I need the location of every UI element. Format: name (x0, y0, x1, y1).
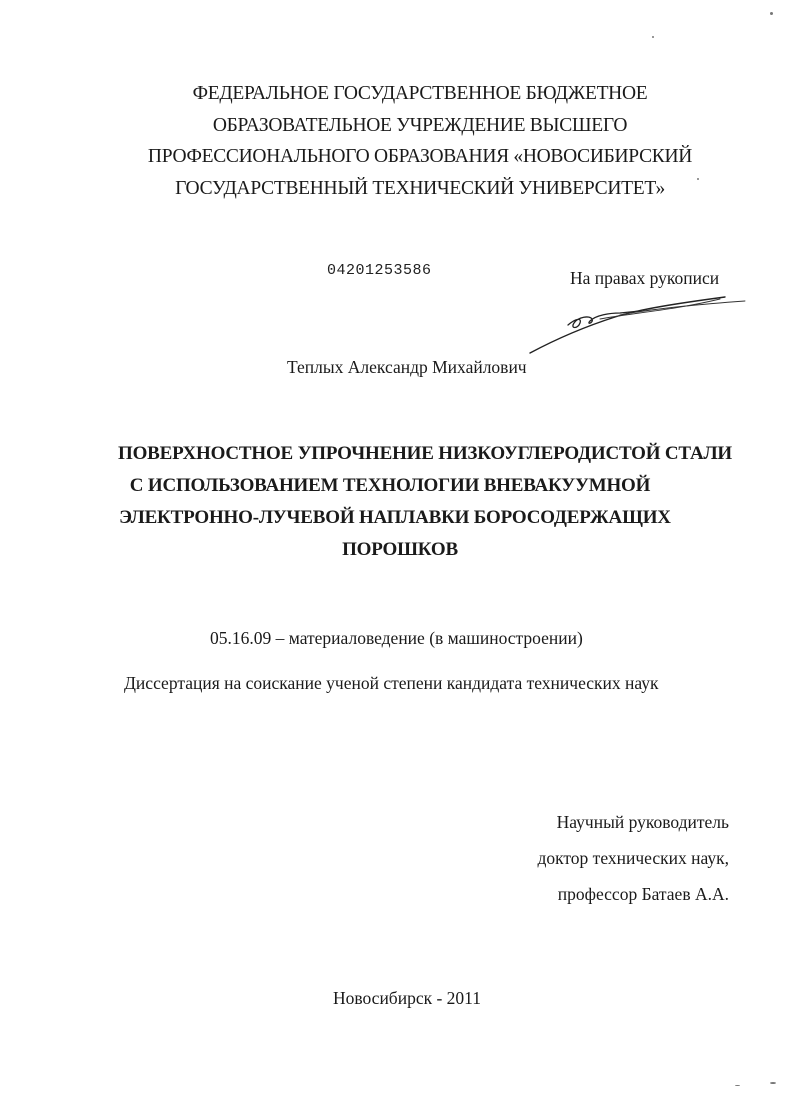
supervisor-degree: доктор технических наук, (537, 848, 729, 868)
scan-speck (697, 178, 699, 180)
supervisor-block (537, 804, 729, 912)
degree-statement: Диссертация на соискание ученой степени кандидата технических наук (124, 673, 659, 693)
organization-header (60, 78, 780, 204)
title-line: ПОРОШКОВ (342, 539, 458, 560)
manuscript-rights: На правах рукописи (570, 268, 720, 288)
organization-line: ПРОФЕССИОНАЛЬНОГО ОБРАЗОВАНИЯ «НОВОСИБИРСКИЙ (147, 146, 693, 167)
author-name: Теплых Александр Михайлович (287, 357, 527, 377)
supervisor-name: профессор Батаев А.А. (557, 884, 729, 904)
organization-line: ГОСУДАРСТВЕННЫЙ ТЕХНИЧЕСКИЙ УНИВЕРСИТЕТ» (175, 177, 665, 199)
scan-speck (652, 36, 654, 38)
city-year: Новосибирск - 2011 (332, 988, 482, 1008)
specialty-code: 05.16.09 – материаловедение (в машиностроении) (210, 628, 583, 648)
dissertation-title (60, 438, 790, 566)
scan-speck (770, 12, 773, 15)
title-line: ПОВЕРХНОСТНОЕ УПРОЧНЕНИЕ НИЗКОУГЛЕРОДИСТОЙ СТАЛИ (117, 443, 732, 464)
title-line: С ИСПОЛЬЗОВАНИЕМ ТЕХНОЛОГИИ ВНЕВАКУУМНОЙ (129, 475, 651, 496)
organization-line: ОБРАЗОВАТЕЛЬНОЕ УЧРЕЖДЕНИЕ ВЫСШЕГО (212, 114, 628, 136)
supervisor-role: Научный руководитель (556, 812, 729, 832)
title-line: ЭЛЕКТРОННО-ЛУЧЕВОЙ НАПЛАВКИ БОРОСОДЕРЖАЩИХ (119, 507, 671, 528)
signature-mark (520, 285, 750, 360)
scan-speck (770, 1082, 776, 1084)
scan-speck (735, 1085, 740, 1086)
catalog-number: 04201253586 (327, 262, 432, 279)
organization-line: ФЕДЕРАЛЬНОЕ ГОСУДАРСТВЕННОЕ БЮДЖЕТНОЕ (192, 83, 648, 104)
